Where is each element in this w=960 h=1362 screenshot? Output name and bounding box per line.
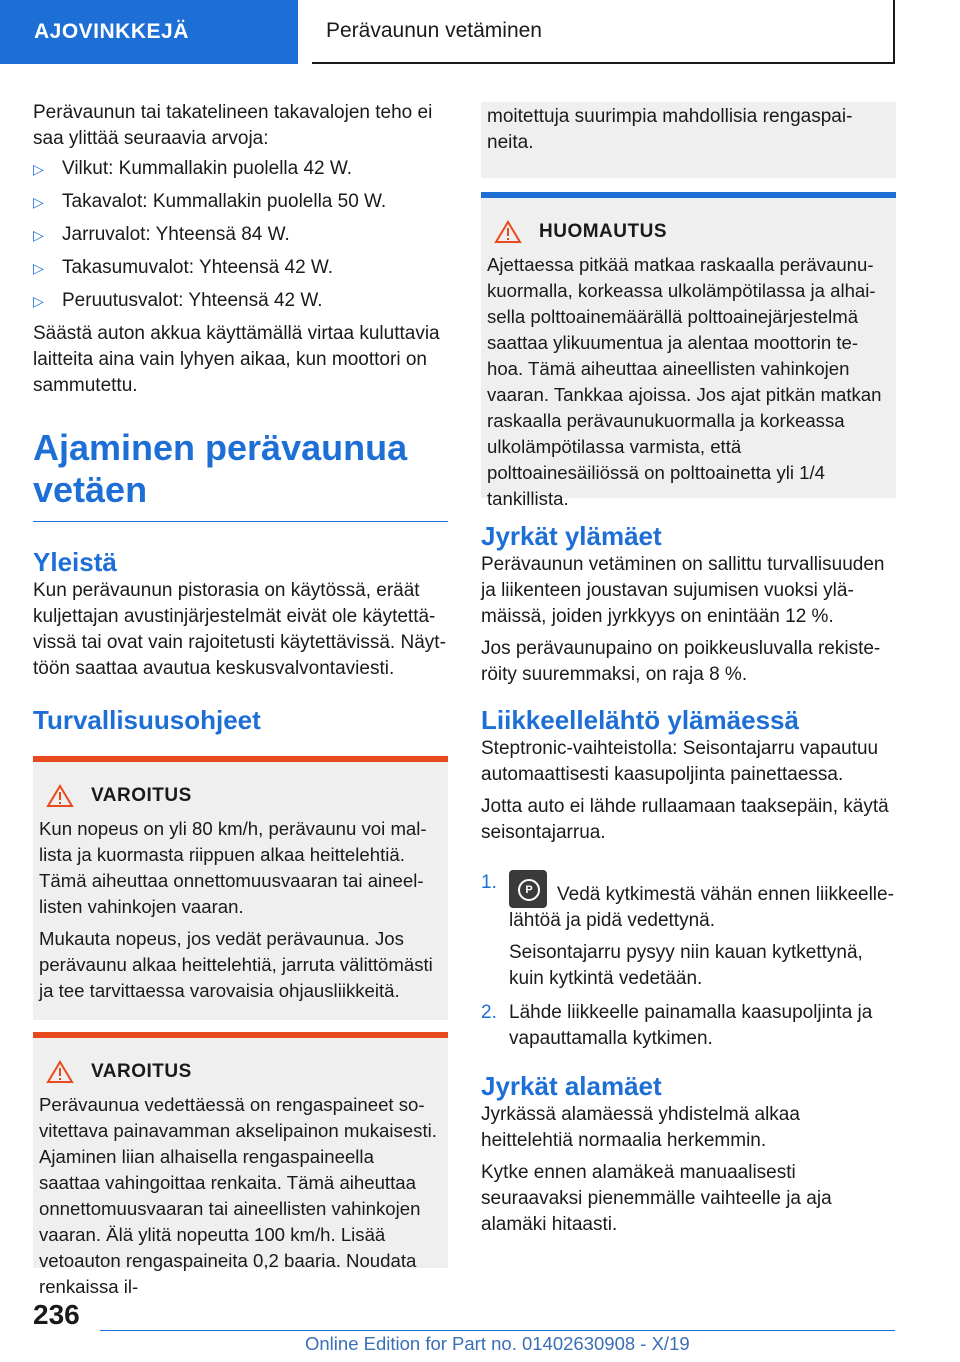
warning-box	[33, 1032, 448, 1297]
triangle-bullet-icon: ▷	[33, 194, 44, 210]
intro-text: Perävaunun tai takatelineen takavalojen teho ei saa ylittää seuraavia arvoja:	[33, 102, 433, 149]
start-heading: Liikkeellelähtö ylämäessä	[481, 705, 799, 735]
downhill-text: Kytke ennen alamäkeä manuaalisesti seuraavaksi pienemmälle vaihteelle ja aja alamäki hitaasti.	[481, 1162, 832, 1235]
warning-title: VAROITUS	[47, 782, 440, 810]
triangle-bullet-icon: ▷	[33, 227, 44, 243]
start-steps-list	[481, 870, 896, 1052]
start-text: Steptronic-vaihteistolla: Seisontajarru vapautuu automaattisesti kaasupoljinta painettaessa.	[481, 738, 879, 785]
footer-edition: Online Edition for Part no. 01402630908 - X/19	[305, 1333, 690, 1354]
list-item: ▷ Takasumuvalot: Yhteensä 42 W.	[33, 255, 448, 281]
uphill-text: Jos perävaunupaino on poikkeusluvalla rekisteröity suuremmaksi, on raja 8 %.	[481, 638, 881, 685]
downhill-text: Jyrkässä alamäessä yhdistelmä alkaa heittelehtiä normaalia herkemmin.	[481, 1104, 800, 1151]
warning-triangle-icon	[47, 1061, 73, 1083]
warning-triangle-icon	[495, 221, 521, 243]
notice-box	[481, 192, 896, 509]
battery-note: Säästä auton akkua käyttämällä virtaa kuluttavia laitteita aina vain lyhyen aikaa, kun moottori on sammutettu.	[33, 323, 440, 396]
warning-text: Perävaunua vedettäessä on rengaspaineet sovitettava painavamman akselipainon mukaisesti. Ajaminen liian alhaisella rengaspaineella saattaa vahingoittaa renkaita. Tämä aiheuttaa onnettomuusvaaran tai aineellisten vahinkojen vaaran. Älä ylitä nopeutta 100 km/h. Lisää vetoauton rengaspaineita 0,2 baaria. Noudata renkaissa il-	[39, 1094, 437, 1297]
triangle-bullet-icon: ▷	[33, 260, 44, 276]
main-heading: Ajaminen perävaunua vetäen	[33, 427, 448, 522]
warning-continuation-text: moitettuja suurimpia mahdollisia rengaspaineita.	[487, 106, 853, 153]
warning-text: Kun nopeus on yli 80 km/h, perävaunu voi mallista ja kuormasta riippuen alkaa heittelehtiä. Tämä aiheuttaa onnettomuusvaaran tai aineellisten vahinkojen vaaran.	[39, 818, 427, 917]
uphill-text: Perävaunun vetäminen on sallittu turvallisuuden ja liikenteen joustavan sujumisen vuoksi ylämäissä, joiden jyrkkyys on enintään 12 %.	[481, 554, 885, 627]
list-item: 2. Lähde liikkeelle painamalla kaasupoljinta ja vapauttamalla kytkimen.	[481, 1002, 873, 1049]
footer-divider	[100, 1330, 895, 1331]
warning-triangle-icon	[47, 785, 73, 807]
step-number: 1.	[481, 872, 497, 893]
general-text: Kun perävaunun pistorasia on käytössä, eräät kuljettajan avustinjärjestelmät eivät ole käytettävissä tai ovat vain rajoitetusti käytettävissä. Näyttöön saattaa avautua keskusvalvontaviesti.	[33, 580, 446, 679]
page-number: 236	[33, 1299, 80, 1330]
warning-text: Mukauta nopeus, jos vedät perävaunua. Jos perävaunu alkaa heittelehtiä, jarruta välittömästi ja tee tarvittaessa varovaisia ohjausliikkeitä.	[39, 928, 433, 1001]
triangle-bullet-icon: ▷	[33, 161, 44, 177]
section-tab: AJOVINKKEJÄ	[0, 0, 298, 64]
list-item: ▷ Peruutusvalot: Yhteensä 42 W.	[33, 288, 448, 314]
lamp-limits-list	[33, 156, 448, 314]
uphill-heading: Jyrkät ylämäet	[481, 521, 662, 551]
list-item: ▷ Takavalot: Kummallakin puolella 50 W.	[33, 189, 448, 215]
downhill-heading: Jyrkät alamäet	[481, 1071, 662, 1101]
chapter-title: Perävaunun vetäminen	[312, 0, 895, 64]
notice-text: Ajettaessa pitkää matkaa raskaalla perävaunukuormalla, korkeassa ulkolämpötilassa ja alhaisella polttoainemäärällä polttoainejärjestelmä saattaa ylikuumentua ja alentaa moottorin tehoa. Tämä aiheuttaa aineellisten vahinkojen vaaran. Tankkaa ajoissa. Jos ajat pitkän matkan raskaalla perävaunukuormalla ja korkeassa ulkolämpötilassa varmista, että polttoainesäiliössä on polttoainetta yli 1/4 tankillista.	[487, 254, 882, 509]
step-number: 2.	[481, 1002, 497, 1023]
start-text: Jotta auto ei lähde rullaamaan taaksepäin, käytä seisontajarrua.	[481, 796, 889, 843]
list-item: ▷ Jarruvalot: Yhteensä 84 W.	[33, 222, 448, 248]
left-column	[33, 100, 448, 1297]
warning-box	[33, 756, 448, 1020]
warning-title: VAROITUS	[47, 1058, 440, 1086]
parking-brake-switch-icon: P	[509, 870, 547, 908]
notice-title: HUOMAUTUS	[495, 218, 888, 246]
safety-heading: Turvallisuusohjeet	[33, 705, 261, 735]
right-column	[481, 102, 896, 1238]
general-heading: Yleistä	[33, 547, 117, 577]
list-item: 1. P Vedä kytkimestä vähän ennen liikkeellelähtöä ja pidä vedettynä. Seisontajarru pysyy niin kauan kytkettynä, kuin kytkintä vedetään.	[481, 870, 896, 992]
warning-continuation-box	[481, 102, 896, 178]
triangle-bullet-icon: ▷	[33, 293, 44, 309]
step-subtext: Seisontajarru pysyy niin kauan kytkettynä, kuin kytkintä vedetään.	[509, 942, 863, 989]
list-item: ▷ Vilkut: Kummallakin puolella 42 W.	[33, 156, 448, 182]
